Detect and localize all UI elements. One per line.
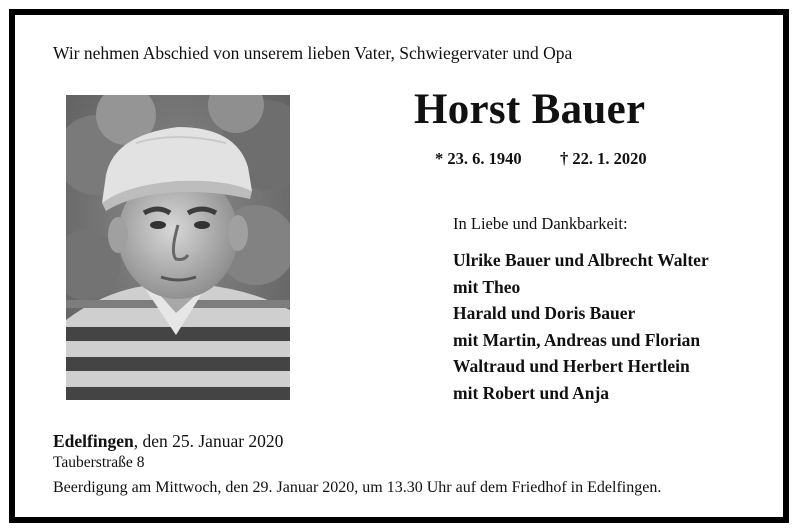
- mourner-line: Ulrike Bauer und Albrecht Walter: [453, 250, 709, 270]
- portrait-illustration: [66, 95, 290, 400]
- mourner-line: Harald und Doris Bauer: [453, 303, 636, 323]
- deceased-name: Horst Bauer: [414, 86, 646, 133]
- mourner-line: mit Martin, Andreas und Florian: [453, 329, 701, 350]
- funeral-notice: Beerdigung am Mittwoch, den 29. Januar 2020, um 13.30 Uhr auf dem Friedhof in Edelfingen.: [53, 479, 662, 496]
- birth-date: * 23. 6. 1940: [435, 149, 522, 168]
- place-town: Edelfingen: [53, 431, 134, 451]
- place-date: , den 25. Januar 2020: [133, 431, 284, 451]
- mourner-line: mit Theo: [453, 276, 521, 297]
- life-dates: [435, 149, 647, 169]
- death-date: † 22. 1. 2020: [560, 149, 647, 168]
- obituary-frame: [9, 9, 789, 523]
- thanks-heading: In Liebe und Dankbarkeit:: [453, 214, 628, 233]
- street-address: Tauberstraße 8: [53, 454, 145, 471]
- mourner-line: Waltraud und Herbert Hertlein: [453, 356, 690, 376]
- portrait-photo: [66, 95, 290, 400]
- mourners-list: [453, 247, 709, 406]
- place-date-line: [53, 431, 283, 452]
- intro-text: Wir nehmen Abschied von unserem lieben Vater, Schwiegervater und Opa: [53, 43, 573, 63]
- mourner-line: mit Robert und Anja: [453, 382, 610, 403]
